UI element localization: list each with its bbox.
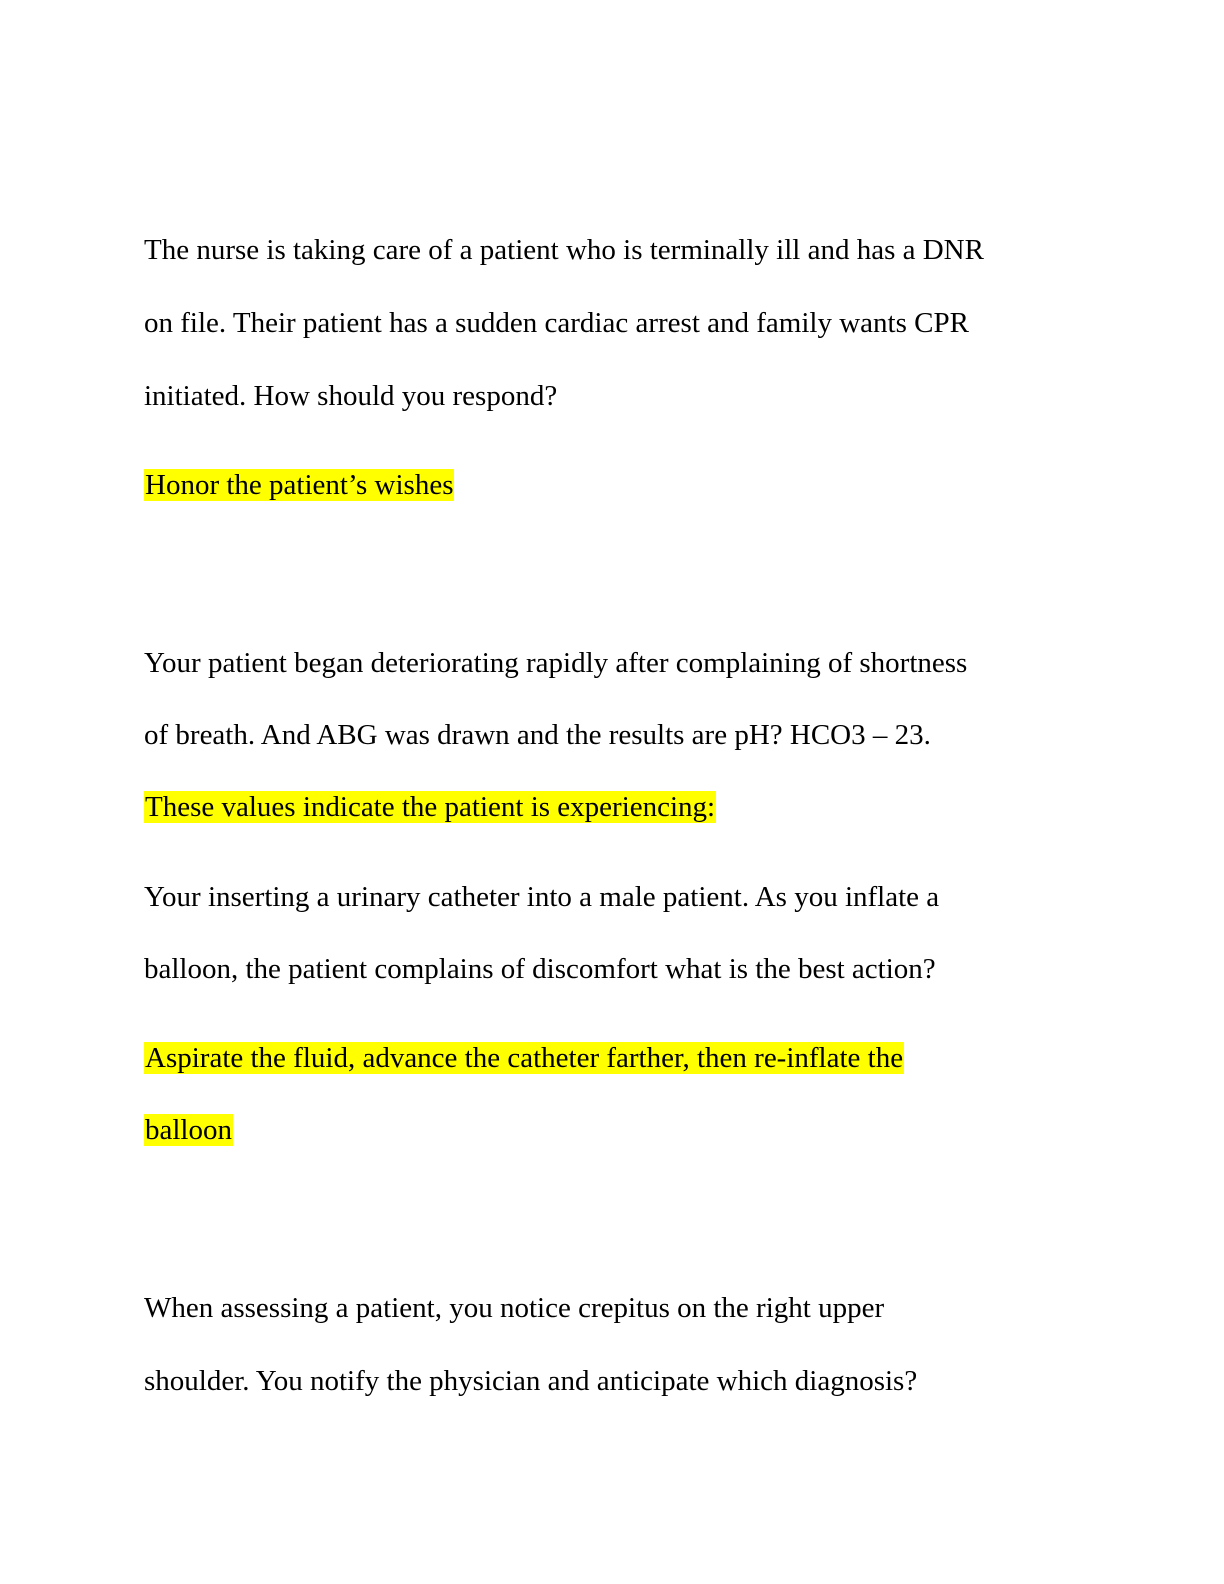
answer-3-line-1: [144, 1040, 904, 1076]
answer-3-highlight-1: Aspirate the fluid, advance the catheter farther, then re-inflate the: [145, 1042, 904, 1074]
answer-3-highlight-2: balloon: [145, 1114, 232, 1146]
answer-2-highlight: These values indicate the patient is experiencing:: [145, 791, 716, 823]
question-4-line-2: shoulder. You notify the physician and anticipate which diagnosis?: [144, 1365, 918, 1397]
question-4-line-1: When assessing a patient, you notice crepitus on the right upper: [144, 1292, 885, 1324]
question-3-line-2: balloon, the patient complains of discomfort what is the best action?: [144, 953, 936, 985]
question-1-line-1: The nurse is taking care of a patient who is terminally ill and has a DNR: [144, 234, 984, 266]
question-2-line-1: Your patient began deteriorating rapidly after complaining of shortness: [144, 647, 968, 679]
answer-3-line-2: [144, 1112, 233, 1148]
question-2-line-2: of breath. And ABG was drawn and the results are pH? HCO3 – 23.: [144, 719, 931, 751]
question-1-line-2: on file. Their patient has a sudden cardiac arrest and family wants CPR: [144, 307, 969, 339]
answer-2-line-1: [144, 789, 716, 825]
answer-1-line-1: [144, 467, 454, 503]
question-1-line-3: initiated. How should you respond?: [144, 380, 558, 412]
answer-1-highlight: Honor the patient’s wishes: [145, 469, 454, 501]
question-3-line-1: Your inserting a urinary catheter into a male patient. As you inflate a: [144, 881, 940, 913]
